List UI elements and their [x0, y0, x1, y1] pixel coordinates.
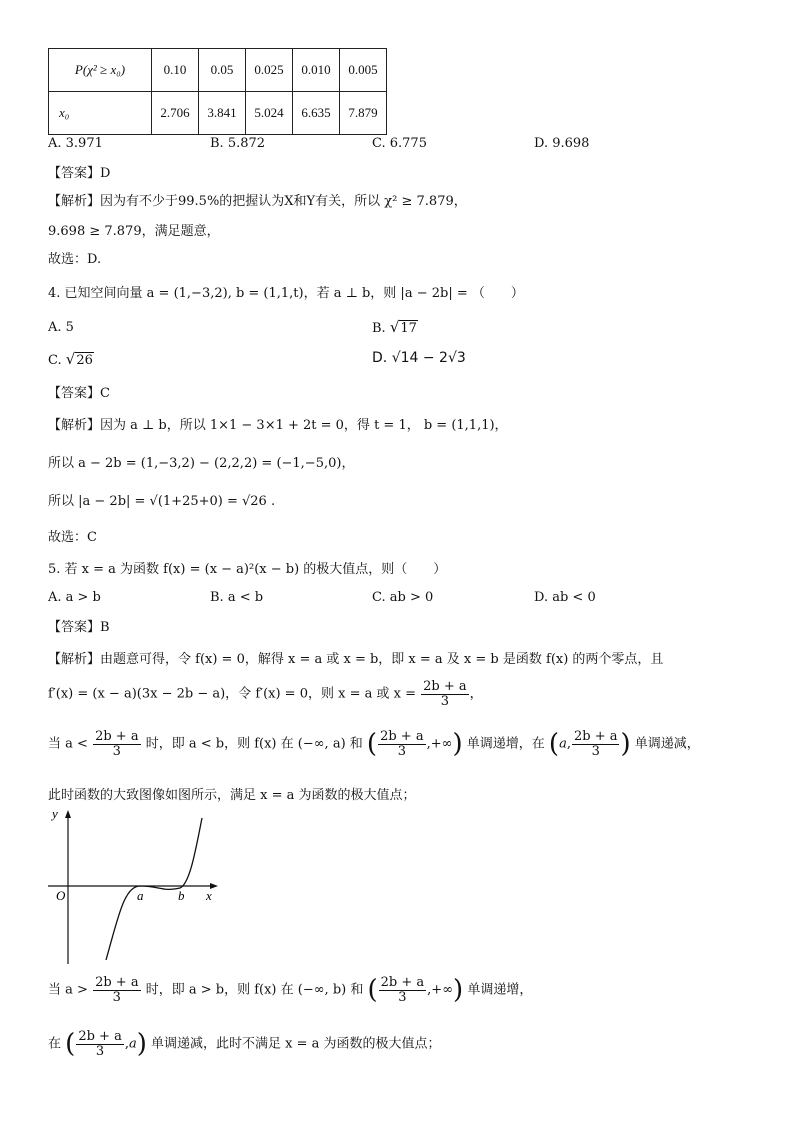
chi-square-table — [48, 48, 387, 135]
fraction-numerator: 2b + a — [95, 729, 139, 744]
fraction — [93, 730, 141, 758]
q3-analysis-line: 【解析】因为有不少于99.5%的把握认为X和Y有关，所以 χ² ≥ 7.879， — [48, 194, 467, 209]
fraction — [379, 976, 427, 1004]
table-header-cell: P(χ² ≥ x₀) — [49, 49, 152, 92]
fraction-numerator: 2b + a — [423, 679, 467, 694]
fraction-numerator: 2b + a — [573, 729, 618, 744]
paren: ( — [366, 729, 378, 760]
option-label: C. — [48, 353, 62, 368]
paren: ) — [620, 729, 631, 760]
table-cell: 3.841 — [199, 92, 246, 135]
table-cell: 0.05 — [199, 49, 246, 92]
q3-option-d: D. 9.698 — [534, 136, 590, 151]
q4-analysis-line: 【解析】因为 a ⊥ b，所以 1×1 − 3×1 + 2t = 0，得 t = 1， b = (1,1,1)， — [48, 418, 508, 433]
q3-analysis-line: 9.698 ≥ 7.879，满足题意， — [48, 224, 220, 239]
sqrt-symbol: √ — [65, 350, 76, 368]
text-run: f′(x) = (x − a)(3x − 2b − a)，令 f′(x) = 0，则 x = a 或 x = — [48, 686, 416, 702]
table-header-cell: x₀ — [49, 92, 152, 135]
option-value: 26 — [76, 353, 93, 368]
table-cell: 2.706 — [152, 92, 199, 135]
table-cell: 0.10 — [152, 49, 199, 92]
y-axis-label: y — [52, 808, 58, 821]
table-cell: 0.005 — [340, 49, 387, 92]
text-run: 单调递增， — [467, 982, 533, 998]
q5-stem: 5. 若 x = a 为函数 f(x) = (x − a)²(x − b) 的极大值点，则（ ） — [48, 562, 447, 577]
x-axis-label: x — [206, 888, 212, 903]
q5-analysis-line: 当 a < $\frac{2b + a}{3}$ 时，即 a < b，则 f(x) 在 (−∞, a) 和 ( $\frac{2b + a}{3}$ ,+∞) 单调递增，在 (a, $\frac{2b + a}{3}$ ) 单调递减， — [48, 729, 700, 760]
paren: ) — [136, 1029, 147, 1060]
text-run: 单调递减，此时不满足 x = a 为函数的极大值点； — [151, 1036, 441, 1052]
paren: ( — [367, 975, 378, 1006]
table-cell: 5.024 — [246, 92, 293, 135]
origin-label: O — [56, 888, 66, 903]
table-cell: 0.010 — [293, 49, 340, 92]
q4-conclusion: 故选：C — [48, 530, 97, 545]
fraction-denominator: 3 — [440, 693, 450, 709]
table-cell: 0.025 — [246, 49, 293, 92]
paren: ) — [453, 975, 464, 1006]
q3-option-b: B. 5.872 — [210, 136, 266, 151]
sqrt-symbol: √ — [389, 318, 400, 336]
option-value: 17 — [400, 321, 417, 336]
q5-analysis-line: 在 ( $\frac{2b + a}{3}$ ,a) 单调递减，此时不满足 x = a 为函数的极大值点； — [48, 1029, 441, 1060]
table-row — [49, 49, 387, 92]
cubic-function-graph — [40, 808, 230, 966]
table-row — [49, 92, 387, 135]
table-cell: 7.879 — [340, 92, 387, 135]
table-cell: 6.635 — [293, 92, 340, 135]
q4-option-b — [372, 318, 418, 336]
point-b-label: b — [178, 888, 185, 903]
q5-analysis-line: 此时函数的大致图像如图所示，满足 x = a 为函数的极大值点； — [48, 788, 416, 803]
text-run: 在 — [48, 1036, 62, 1052]
option-value: √14 − 2√3 — [391, 350, 466, 366]
fraction — [378, 730, 426, 758]
q3-conclusion: 故选：D. — [48, 252, 102, 267]
q5-option-d: D. ab < 0 — [534, 590, 596, 605]
fraction-numerator: 2b + a — [380, 975, 425, 990]
text-run: 时，即 a > b，则 f(x) 在 (−∞, b) 和 — [145, 982, 364, 998]
paren: ( — [65, 1029, 76, 1060]
q5-analysis-line: 当 a > $\frac{2b + a}{3}$ 时，即 a > b，则 f(x) 在 (−∞, b) 和 ( $\frac{2b + a}{3}$ ,+∞) 单调递增， — [48, 975, 533, 1006]
option-label: D. — [372, 350, 388, 366]
q4-option-a: A. 5 — [48, 320, 74, 335]
fraction — [76, 1030, 124, 1058]
q4-analysis-line: 所以 a − 2b = (1,−3,2) − (2,2,2) = (−1,−5,0)， — [48, 456, 355, 471]
text-run: 单调递减， — [634, 736, 700, 752]
text-run: 单调递增，在 — [466, 736, 545, 752]
q4-answer: 【答案】C — [48, 386, 110, 401]
fraction — [93, 976, 141, 1004]
q5-option-a: A. a > b — [48, 590, 101, 605]
option-label: B. — [372, 321, 386, 336]
q3-answer: 【答案】D — [48, 166, 111, 181]
q5-analysis-line: f′(x) = (x − a)(3x − 2b − a)，令 f′(x) = 0，则 x = a 或 x = $\frac{2b + a}{3}$ ， — [48, 679, 483, 709]
q5-analysis-line: 【解析】由题意可得，令 f(x) = 0，解得 x = a 或 x = b，即 x = a 及 x = b 是函数 f(x) 的两个零点，且 — [48, 652, 664, 667]
point-a-label: a — [137, 888, 144, 903]
text-run: 当 a > — [48, 982, 88, 998]
fraction-denominator: 3 — [112, 989, 121, 1005]
y-axis-arrow-icon — [65, 810, 71, 818]
fraction-denominator: 3 — [591, 743, 600, 759]
q5-option-c: C. ab > 0 — [372, 590, 434, 605]
fraction-denominator: 3 — [397, 743, 406, 759]
q3-option-a: A. 3.971 — [48, 136, 103, 151]
q5-answer: 【答案】B — [48, 620, 110, 635]
q5-option-b: B. a < b — [210, 590, 264, 605]
fraction-numerator: 2b + a — [380, 729, 424, 744]
fraction-denominator: 3 — [398, 989, 407, 1005]
q4-stem: 4. 已知空间向量 a = (1,−3,2), b = (1,1,t)，若 a ⊥ b，则 |a − 2b| = （ ） — [48, 286, 524, 301]
paren: ) — [452, 729, 463, 760]
function-curve — [106, 818, 202, 960]
fraction — [572, 730, 620, 758]
text-run: 时，即 a < b，则 f(x) 在 (−∞, a) 和 — [145, 736, 363, 752]
fraction-numerator: 2b + a — [95, 975, 139, 990]
text-run: 当 a < — [48, 736, 88, 752]
fraction — [421, 680, 469, 708]
fraction-denominator: 3 — [112, 743, 121, 759]
paren: ( — [548, 729, 560, 760]
q4-analysis-line: 所以 |a − 2b| = √(1+25+0) = √26 . — [48, 494, 276, 509]
q3-option-c: C. 6.775 — [372, 136, 427, 151]
fraction-denominator: 3 — [95, 1043, 105, 1059]
q4-option-c — [48, 350, 94, 368]
q4-option-d — [372, 350, 466, 366]
fraction-numerator: 2b + a — [78, 1029, 122, 1044]
